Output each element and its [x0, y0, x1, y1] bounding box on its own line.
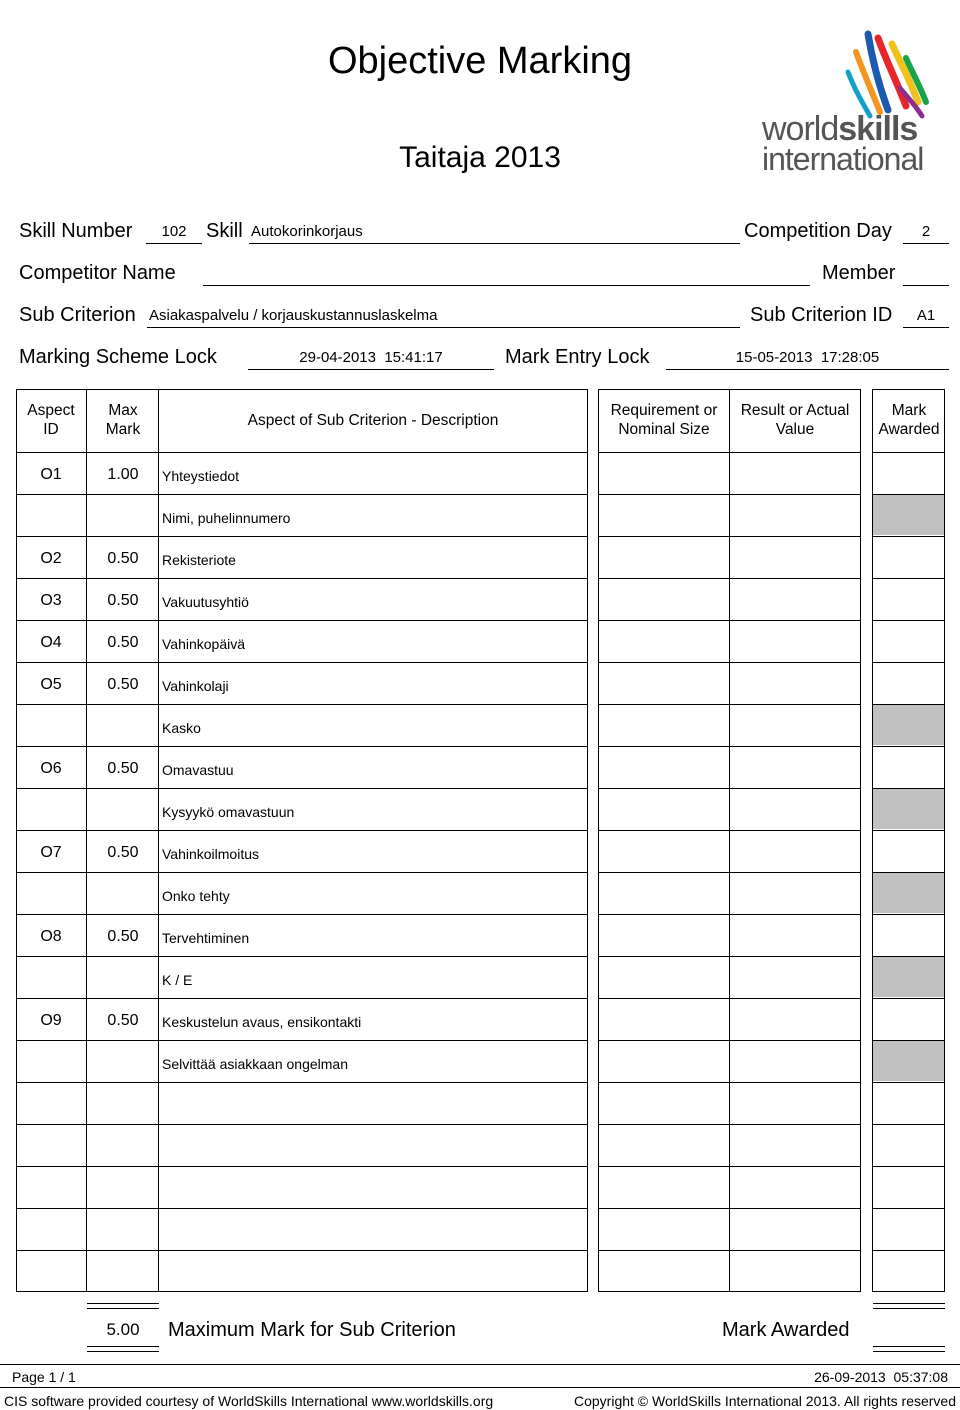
requirement-cell[interactable]	[599, 579, 729, 619]
result-cell[interactable]	[730, 663, 860, 703]
requirement-cell[interactable]	[599, 621, 729, 661]
mark-awarded-cell-shaded	[873, 705, 944, 745]
logo-text-world: world	[762, 110, 839, 148]
mark-awarded-cell[interactable]	[873, 1209, 944, 1249]
sub-criterion-id-label: Sub Criterion ID	[750, 304, 893, 326]
aspect-id: O4	[40, 634, 62, 651]
result-cell[interactable]	[730, 1083, 860, 1123]
max-mark: 0.50	[107, 844, 139, 861]
page-number: Page 1 / 1	[12, 1369, 76, 1385]
mark-awarded-cell[interactable]	[873, 1125, 944, 1165]
result-cell[interactable]	[730, 1041, 860, 1081]
skill-value: Autokorinkorjaus	[251, 223, 363, 240]
aspect-description: Nimi, puhelinnumero	[162, 510, 291, 526]
competition-day-value: 2	[921, 223, 931, 240]
requirement-cell[interactable]	[599, 663, 729, 703]
aspect-id: O3	[40, 592, 62, 609]
sub-criterion-id-value: A1	[916, 307, 936, 324]
result-cell[interactable]	[730, 957, 860, 997]
result-cell[interactable]	[730, 495, 860, 535]
requirement-cell[interactable]	[599, 705, 729, 745]
result-cell[interactable]	[730, 789, 860, 829]
result-cell[interactable]	[730, 537, 860, 577]
header-requirement: Requirement or Nominal Size	[610, 402, 718, 438]
marking-scheme-lock-label: Marking Scheme Lock	[19, 346, 217, 368]
result-cell[interactable]	[730, 705, 860, 745]
sub-criterion-value: Asiakaspalvelu / korjauskustannuslaskelma	[149, 307, 438, 324]
mark-entry-lock-value: 15-05-2013 17:28:05	[735, 349, 880, 366]
aspect-description: Onko tehty	[162, 888, 230, 904]
aspect-description: Vakuutusyhtiö	[162, 594, 249, 610]
requirement-cell[interactable]	[599, 999, 729, 1039]
result-cell[interactable]	[730, 1167, 860, 1207]
aspect-id: O1	[40, 466, 62, 483]
mark-awarded-cell[interactable]	[873, 453, 944, 493]
aspect-id: O7	[40, 844, 62, 861]
requirement-cell[interactable]	[599, 831, 729, 871]
aspect-description: Omavastuu	[162, 762, 234, 778]
header-description: Aspect of Sub Criterion - Description	[247, 411, 499, 429]
requirement-cell[interactable]	[599, 957, 729, 997]
max-mark: 0.50	[107, 1012, 139, 1029]
requirement-cell[interactable]	[599, 747, 729, 787]
result-cell[interactable]	[730, 999, 860, 1039]
page-subtitle: Taitaja 2013	[399, 141, 561, 174]
mark-entry-lock-label: Mark Entry Lock	[505, 346, 650, 368]
skill-label: Skill	[206, 220, 243, 242]
requirement-cell[interactable]	[599, 537, 729, 577]
result-cell[interactable]	[730, 915, 860, 955]
worldskills-logo	[760, 28, 940, 178]
result-cell[interactable]	[730, 621, 860, 661]
mark-awarded-cell-shaded	[873, 789, 944, 829]
header-result: Result or Actual Value	[740, 402, 850, 438]
mark-awarded-cell[interactable]	[873, 537, 944, 577]
requirement-cell[interactable]	[599, 1041, 729, 1081]
page-title: Objective Marking	[327, 40, 633, 82]
requirement-cell[interactable]	[599, 1083, 729, 1123]
requirement-cell[interactable]	[599, 1209, 729, 1249]
max-mark: 0.50	[107, 760, 139, 777]
competitor-name-label: Competitor Name	[19, 262, 176, 284]
aspect-id: O5	[40, 676, 62, 693]
aspect-description: K / E	[162, 972, 193, 988]
max-mark: 0.50	[107, 550, 139, 567]
aspect-description: Keskustelun avaus, ensikontakti	[162, 1014, 362, 1030]
header-aspect-id: Aspect ID	[27, 402, 75, 438]
aspect-id: O6	[40, 760, 62, 777]
competition-day-label: Competition Day	[744, 220, 892, 242]
member-label: Member	[822, 262, 896, 284]
logo-text-international: international	[762, 141, 924, 177]
skill-number-value: 102	[161, 223, 187, 240]
requirement-cell[interactable]	[599, 1251, 729, 1291]
mark-awarded-cell[interactable]	[873, 747, 944, 787]
mark-awarded-label: Mark Awarded	[722, 1319, 850, 1341]
result-cell[interactable]	[730, 747, 860, 787]
mark-awarded-cell[interactable]	[873, 1083, 944, 1123]
worldskills-logo-icon	[760, 28, 940, 123]
aspect-id: O8	[40, 928, 62, 945]
max-mark-total: 5.00	[106, 1320, 140, 1339]
result-cell[interactable]	[730, 831, 860, 871]
aspect-description: Yhteystiedot	[162, 468, 240, 484]
copyright-text: Copyright © WorldSkills International 2013. All rights reserved	[573, 1393, 956, 1409]
requirement-cell[interactable]	[599, 789, 729, 829]
requirement-cell[interactable]	[599, 453, 729, 493]
aspect-id: O9	[40, 1012, 62, 1029]
mark-awarded-cell-shaded	[873, 957, 944, 997]
aspect-description: Vahinkoilmoitus	[162, 846, 260, 862]
aspect-description: Tervehtiminen	[162, 930, 250, 946]
result-cell[interactable]	[730, 1125, 860, 1165]
mark-awarded-cell[interactable]	[873, 1251, 944, 1291]
aspect-description: Rekisteriote	[162, 552, 236, 568]
aspect-description: Vahinkolaji	[162, 678, 229, 694]
mark-awarded-cell-shaded	[873, 1041, 944, 1081]
header-max-mark: Max Mark	[105, 402, 141, 438]
result-cell[interactable]	[730, 873, 860, 913]
mark-awarded-cell[interactable]	[873, 1167, 944, 1207]
marking-scheme-lock-value: 29-04-2013 15:41:17	[299, 349, 443, 366]
max-mark: 0.50	[107, 634, 139, 651]
requirement-cell[interactable]	[599, 873, 729, 913]
max-mark: 0.50	[107, 928, 139, 945]
result-cell[interactable]	[730, 1251, 860, 1291]
printed-timestamp: 26-09-2013 05:37:08	[814, 1369, 948, 1385]
result-cell[interactable]	[730, 1209, 860, 1249]
mark-awarded-cell[interactable]	[873, 831, 944, 871]
max-mark: 0.50	[107, 676, 139, 693]
aspect-description: Kasko	[162, 720, 201, 736]
skill-number-label: Skill Number	[19, 220, 133, 242]
header-mark-awarded: Mark Awarded	[878, 402, 940, 438]
aspect-description: Selvittää asiakkaan ongelman	[162, 1056, 349, 1072]
aspect-description: Kysyykö omavastuun	[162, 804, 295, 820]
mark-awarded-cell[interactable]	[873, 663, 944, 703]
logo-text-skills: skills	[838, 110, 918, 148]
requirement-cell[interactable]	[599, 1167, 729, 1207]
mark-awarded-cell[interactable]	[873, 999, 944, 1039]
requirement-cell[interactable]	[599, 915, 729, 955]
mark-awarded-cell-shaded	[873, 495, 944, 535]
result-cell[interactable]	[730, 579, 860, 619]
mark-awarded-cell[interactable]	[873, 579, 944, 619]
max-mark: 0.50	[107, 592, 139, 609]
sub-criterion-label: Sub Criterion	[19, 304, 136, 326]
courtesy-text: CIS software provided courtesy of WorldSkills International www.worldskills.org	[4, 1393, 494, 1409]
aspect-description: Vahinkopäivä	[162, 636, 246, 652]
requirement-cell[interactable]	[599, 495, 729, 535]
aspect-id: O2	[40, 550, 62, 567]
mark-awarded-cell-shaded	[873, 873, 944, 913]
mark-awarded-cell[interactable]	[873, 621, 944, 661]
mark-awarded-cell[interactable]	[873, 915, 944, 955]
max-mark-label: Maximum Mark for Sub Criterion	[168, 1319, 456, 1341]
result-cell[interactable]	[730, 453, 860, 493]
max-mark: 1.00	[107, 466, 139, 483]
requirement-cell[interactable]	[599, 1125, 729, 1165]
